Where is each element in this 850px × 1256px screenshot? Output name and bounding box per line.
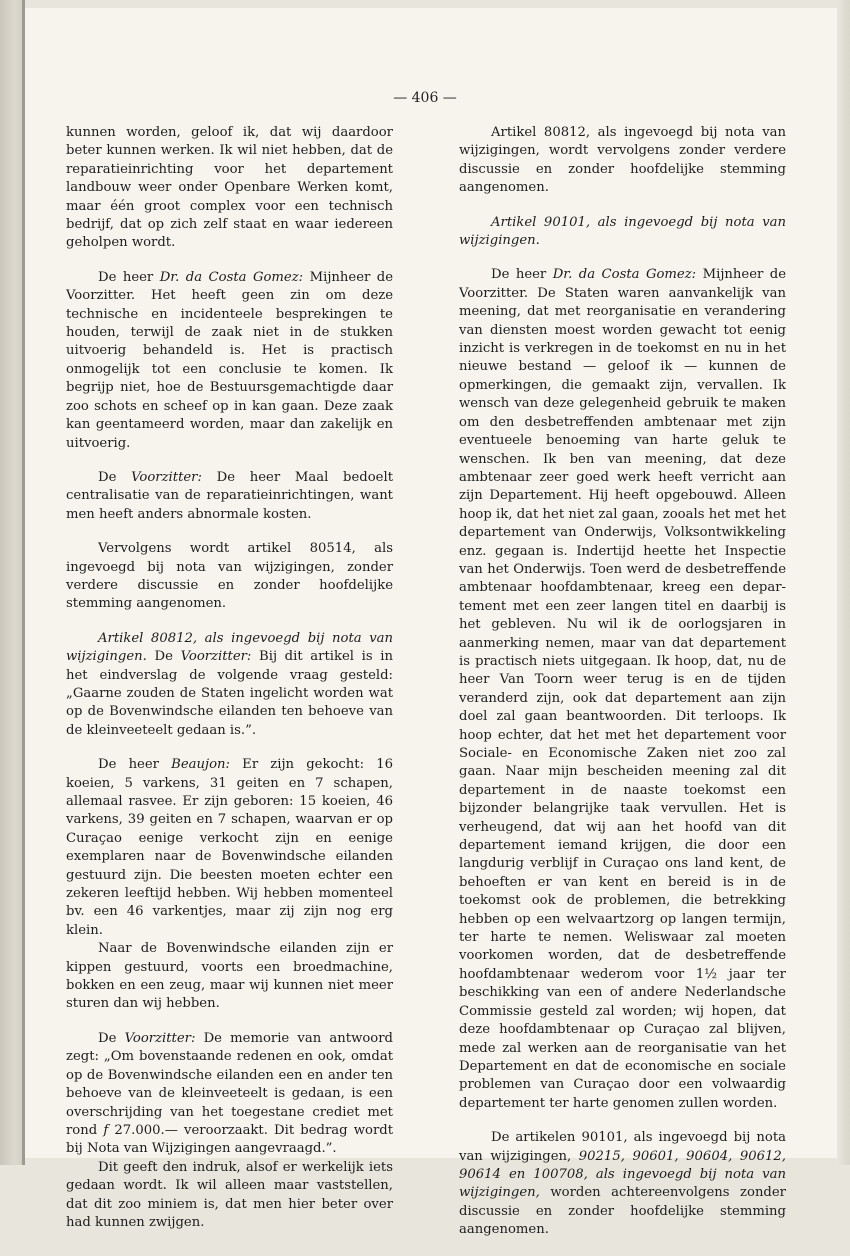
text-run: Bij dit artikel is in het eindverslag de volgende vraag gesteld: „Gaarne zouden de Staten ingelicht worden wat op de Bovenwindsche eilanden ten behoeve van de kleinveeteelt gedaan is.”. xyxy=(66,649,394,738)
text-run: Naar de Bovenwindsche eilanden zijn er kippen gestuurd, voorts een broedmachine, bokken en een zeug, maar wij kunnen niet meer sturen dan wij hebben. xyxy=(66,941,393,1012)
paragraph-p7 xyxy=(66,940,393,1014)
text-run: Vervolgens wordt artikel 80514, als ingevoegd bij nota van wijzigingen, zonder verdere discussie en zonder hoofdelijke stemming aangenomen. xyxy=(66,541,393,612)
italic-run: 90215, 90601, 90604, 90612, 90614 en 100708, als ingevoegd bij nota van wijzigingen, xyxy=(459,1148,786,1201)
text-run: Artikel 80812, als ingevoegd bij nota van wijzigingen, wordt vervolgens zonder verdere discussie en zonder hoofdelijke stemming aangenomen. xyxy=(459,125,786,196)
scan-left-edge xyxy=(0,0,24,1165)
paragraph-r3 xyxy=(459,266,786,1113)
text-run: De xyxy=(146,649,181,665)
text-run: 27.000.— veroorzaakt. Dit bedrag wordt bij Nota van Wijzigingen aangevraagd.”. xyxy=(66,1122,393,1157)
text-run: De artikelen 90101, als ingevoegd bij nota van wijzigingen, xyxy=(459,1130,786,1164)
right-column xyxy=(459,124,786,1256)
text-run: worden achtereenvolgens zonder discussie en zonder hoofdelijke stemming aangenomen. xyxy=(459,1185,786,1238)
paragraph-r4 xyxy=(459,1129,786,1239)
paragraph-p3 xyxy=(66,469,393,524)
paragraph-p8 xyxy=(66,1030,393,1159)
paragraph-p1 xyxy=(66,124,393,253)
text-run: De heer xyxy=(491,267,553,283)
italic-run: Voorzitter: xyxy=(124,1030,196,1046)
paragraph-p5 xyxy=(66,630,393,740)
italic-run: Dr. da Costa Gomez: xyxy=(552,267,697,283)
text-run: De xyxy=(98,469,132,485)
paragraph-r2 xyxy=(459,214,786,251)
text-run: De xyxy=(98,1030,125,1046)
paragraph-r1 xyxy=(459,124,786,198)
text-run: Er zijn gekocht: 16 koeien, 5 varkens, 31 geiten en 7 schapen, allemaal rasvee. Er zijn geboren: 15 koeien, 46 varkens, 39 geiten en 7 schapen, waarvan er op Curaçao eenige verkocht zijn en eenige exemplaren naar de Bovenwindsche eilanden gestuurd zijn. Die beesten moeten echter een zekeren leeftijd hebben. Wij hebben momenteel bv. een 46 varkentjes, maar zij zijn nog erg klein. xyxy=(66,757,394,938)
text-run: Mijnheer de Voorzitter. Het heeft geen zin om deze technische en incidenteele besprekingen te houden, terwijl de zaak niet in de stukken uitvoerig behandeld is. Het is practisch onmogelijk tot een conclusie te komen. Ik begrijp niet, hoe de Bestuursgemachtigde daar zoo schots en scheef op in kan gaan. Deze zaak kan geentameerd worden, maar dan zakelijk en uitvoerig. xyxy=(66,269,394,451)
paragraph-p6 xyxy=(66,756,393,940)
scan-right-edge xyxy=(836,0,850,1165)
italic-run: Beaujon: xyxy=(171,757,230,773)
italic-run: Voorzitter: xyxy=(131,469,202,485)
paragraph-p9 xyxy=(66,1159,393,1233)
page-number: — 406 — xyxy=(393,90,457,106)
paragraph-p2 xyxy=(66,269,393,453)
text-run: De memorie van antwoord zegt: „Om bovenstaande redenen en ook, omdat op de Bovenwindsche eilanden een en ander ten behoeve van de kleinveeteelt is gedaan, is een overschrijding van het toegestane crediet met rond xyxy=(66,1030,393,1138)
text-run: Dit geeft den indruk, alsof er werkelijk iets gedaan wordt. Ik wil alleen maar vaststellen, dat dit zoo miniem is, dat men hier beter over had kunnen zwijgen. xyxy=(66,1159,393,1230)
italic-run: Voorzitter: xyxy=(180,649,252,665)
left-column xyxy=(66,124,393,1248)
italic-run: Artikel 80812, als ingevoegd bij nota van wijzigingen. xyxy=(66,630,393,665)
italic-run: f xyxy=(103,1122,109,1138)
italic-run: Dr. da Costa Gomez: xyxy=(159,269,304,285)
text-run: Mijnheer de Voorzitter. De Staten waren aanvankelijk van meening, dat met reorganisatie en verandering van diensten moest worden gewacht tot eenig inzicht is verkregen in de toekomst en nu in het nieuwe bestand — geloof ik — kunnen de opmerkingen, die gemaakt zijn, vervallen. Ik wensch van deze gelegenheid gebruik te maken om den desbetreffenden ambtenaar met zijn eventueele benoeming van harte geluk te wenschen. Ik ben van meening, dat deze ambtenaar zeer goed werk heeft verricht aan zijn Departement. Hij heeft opgebouwd. Alleen hoop ik, dat het niet zal gaan, zooals het met het departement van Onderwijs, Volksontwikkeling enz. gegaan is. Indertijd heette het Inspectie van het Onderwijs. Toen werd de desbetreffende ambtenaar hoofdambtenaar, kreeg een departement met een zeer langen titel en daarbij is het gebleven. Nu wil ik de oorlogsjaren in aanmerking nemen, maar van dat departement is practisch niets uitgegaan. Ik hoop, dat, nu de heer Van Toorn weer terug is en de tijden veranderd zijn, ook dat departement aan zijn doel zal gaan beantwoorden. Dit terloops. Ik hoop echter, dat het met het departement voor Sociale- en Economische Zaken niet zoo zal gaan. Naar mijn bescheiden meening zal dit departement in de naaste toekomst een bijzonder belangrijke taak vervullen. Het is verheugend, dat wij aan het hoofd van dit departement iemand krijgen, die door een langdurig verblijf in Curaçao ons land kent, de behoeften er van kent en bereid is in de toekomst ook de problemen, die betrekking hebben op een welvaartzorg op langen termijn, ter harte te nemen. Weliswaar zal moeten voorkomen worden, dat de desbetreffende hoofdambtenaar wederom voor 1½ jaar ter beschikking van een of andere Nederlandsche Commissie gesteld zal worden; wij hopen, dat deze hoofdambtenaar op Curaçao zal blijven, mede zal werken aan de reorganisatie van het Departement en dat de economische en sociale problemen van Curaçao door een volwaardig departement ter harte genomen zullen worden. xyxy=(459,267,787,1111)
text-run: De heer xyxy=(98,269,160,285)
text-run: De heer Maal bedoelt centralisatie van de reparatieinrichtingen, want men heeft anders abnormale kosten. xyxy=(66,469,393,522)
italic-run: Artikel 90101, als ingevoegd bij nota van wijzigingen. xyxy=(459,214,786,249)
text-run: kunnen worden, geloof ik, dat wij daardoor beter kunnen werken. Ik wil niet hebben, dat de reparatieinrichting voor het departement landbouw weer onder Openbare Werken komt, maar één groot complex voor een technisch bedrijf, dat op zich zelf staat en waar iedereen geholpen wordt. xyxy=(66,125,393,251)
text-run: De heer xyxy=(98,757,172,773)
paragraph-p4 xyxy=(66,540,393,614)
